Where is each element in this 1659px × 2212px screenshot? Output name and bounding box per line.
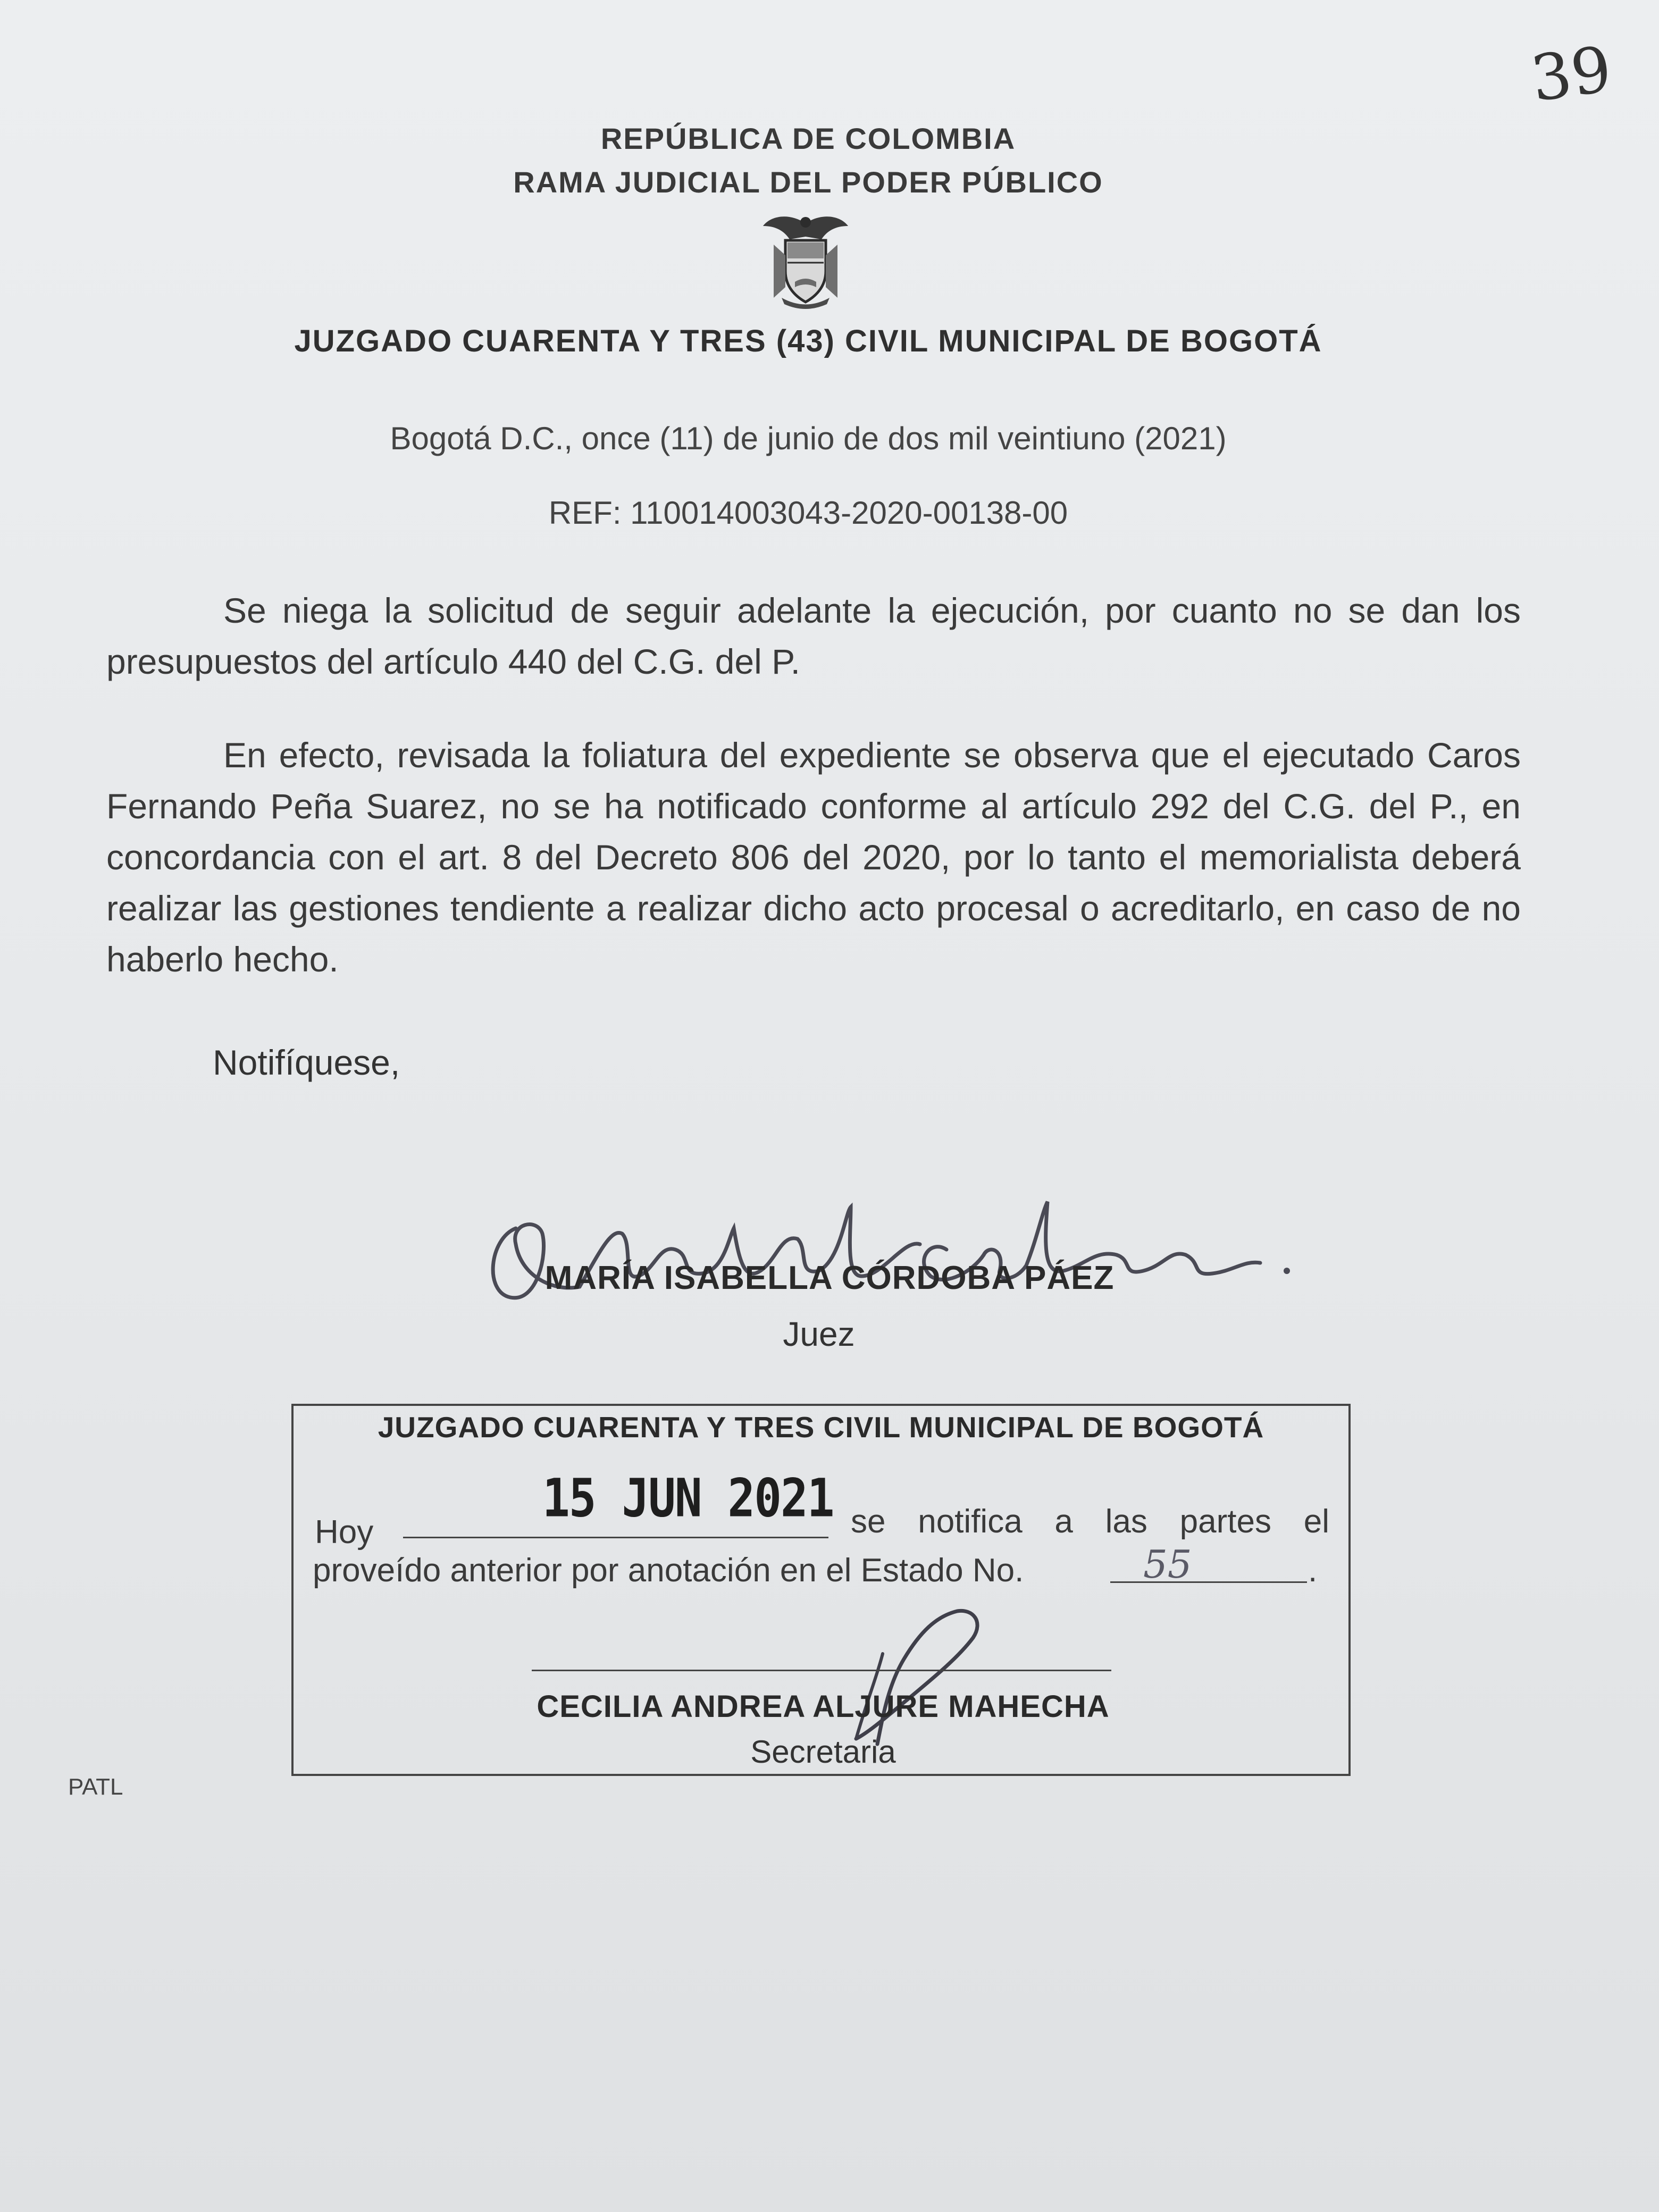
folio-number: 39 [1527, 32, 1616, 116]
notification-box-title: JUZGADO CUARENTA Y TRES CIVIL MUNICIPAL DE BOGOTÁ [378, 1411, 1264, 1444]
court-title: JUZGADO CUARENTA Y TRES (43) CIVIL MUNICIPAL DE BOGOTÁ [294, 324, 1322, 358]
date-stamp: 15 JUN 2021 [542, 1468, 834, 1529]
signature-line [532, 1670, 1111, 1671]
secretary-name: CECILIA ANDREA ALJURE MAHECHA [537, 1689, 1110, 1724]
date-underline [403, 1537, 828, 1538]
paragraph-1-text: Se niega la solicitud de seguir adelante la ejecución, por cuanto no se dan los presupuestos del artículo 440 del C.G. del P. [106, 591, 1521, 681]
estado-number: 55 [1143, 1542, 1192, 1587]
notify-text-part2: proveído anterior por anotación en el Estado No. [313, 1552, 1024, 1589]
paragraph-2 [106, 730, 1521, 985]
date-line: Bogotá D.C., once (11) de junio de dos mil veintiuno (2021) [390, 421, 1227, 456]
reference-number: REF: 110014003043-2020-00138-00 [548, 495, 1068, 531]
colombia-coat-of-arms-icon [752, 207, 859, 314]
judge-name: MARÍA ISABELLA CÓRDOBA PÁEZ [544, 1260, 1115, 1296]
estado-period: . [1308, 1552, 1318, 1589]
judge-role: Juez [783, 1315, 855, 1353]
notify-text-part1: se notifica a las partes el [851, 1503, 1329, 1540]
paragraph-1 [106, 585, 1521, 687]
header-country: REPÚBLICA DE COLOMBIA [600, 122, 1016, 155]
secretary-role: Secretaria [750, 1734, 896, 1770]
paragraph-2-text: En efecto, revisada la foliatura del expediente se observa que el ejecutado Caros Fernando Peña Suarez, no se ha notificado conforme al artículo 292 del C.G. del P., en concordancia con el art. 8 del Decreto 806 del 2020, por lo tanto el memorialista deberá realizar las gestiones tendiente a realizar dicho acto procesal o acreditarlo, en caso de no haberlo hecho. [106, 735, 1521, 979]
estado-underline [1110, 1581, 1307, 1583]
judge-signature [479, 1170, 1308, 1329]
header-branch: RAMA JUDICIAL DEL PODER PÚBLICO [513, 165, 1103, 199]
author-initials: PATL [68, 1774, 123, 1800]
closing-notifiquese: Notifíquese, [213, 1043, 400, 1082]
hoy-label: Hoy [315, 1514, 374, 1551]
